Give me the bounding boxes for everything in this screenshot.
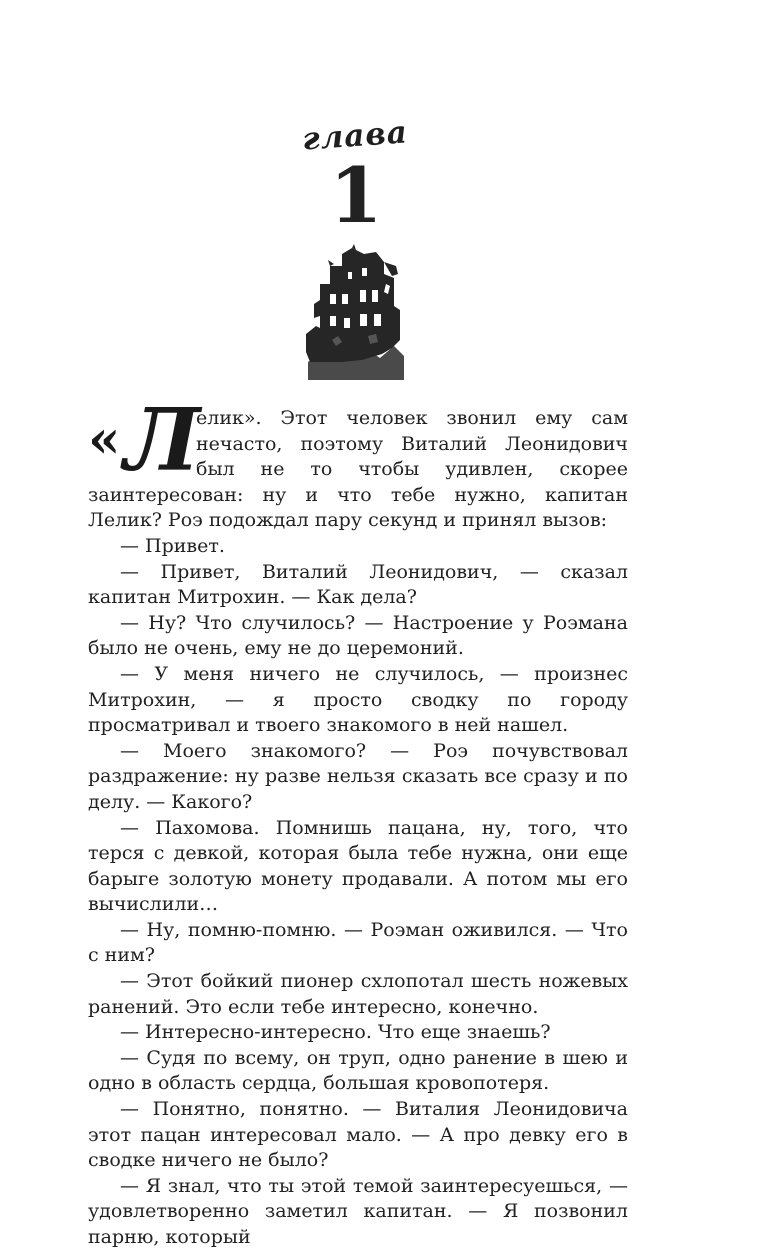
drop-cap-letter: Л (124, 390, 201, 491)
paragraph: — Ну? Что случилось? — Настроение у Роэмана было не очень, ему не до церемоний. (88, 611, 628, 660)
paragraph: — Понятно, понятно. — Виталия Леонидовича этот пацан интересовал мало. — А про девку его в сводке ничего не было? (88, 1098, 628, 1172)
drop-cap-quote: « (88, 409, 121, 470)
ruined-house-illustration (302, 244, 408, 384)
chapter-number: 1 (329, 151, 383, 240)
paragraph: — Моего знакомого? — Роэ почувствовал раздражение: ну разве нельзя сказать все сразу и по делу. — Какого? (88, 739, 628, 813)
paragraph: — Ну, помню-помню. — Роэман оживился. — Что с ним? (88, 918, 628, 967)
paragraph: — Интересно-интересно. Что еще знаешь? (120, 1021, 551, 1044)
paragraph: — Судя по всему, он труп, одно ранение в шею и одно в область сердца, большая кровопотеря. (88, 1046, 628, 1095)
paragraph: — Я знал, что ты этой темой заинтересуешься, — удовлетворенно заметил капитан. — Я позвонил парню, который (88, 1174, 628, 1248)
paragraph: елик». Этот человек звонил ему сам нечасто, поэтому Виталий Леонидович был не то чтобы удивлен, скорее заинтересован: ну и что тебе нужно, капитан Лелик? Роэ подождал пару секунд и принял вызов: (88, 407, 628, 532)
paragraph: — Привет. (120, 534, 225, 557)
paragraph: — Этот бойкий пионер схлопотал шесть ножевых ранений. Это если тебе интересно, конечно. (88, 970, 628, 1018)
paragraph: — У меня ничего не случилось, — произнес Митрохин, — я просто сводку по городу просматривал и твоего знакомого в ней нашел. (88, 662, 628, 737)
paragraph: — Привет, Виталий Леонидович, — сказал капитан Митрохин. — Как дела? (88, 560, 628, 609)
chapter-text (88, 390, 628, 1251)
chapter-label: глава (301, 114, 409, 158)
drop-cap (88, 390, 201, 491)
paragraph: — Пахомова. Помнишь пацана, ну, того, что терся с девкой, которая была тебе нужна, они еще барыге золотую монету продавали. А потом мы его вычислили… (88, 816, 628, 916)
